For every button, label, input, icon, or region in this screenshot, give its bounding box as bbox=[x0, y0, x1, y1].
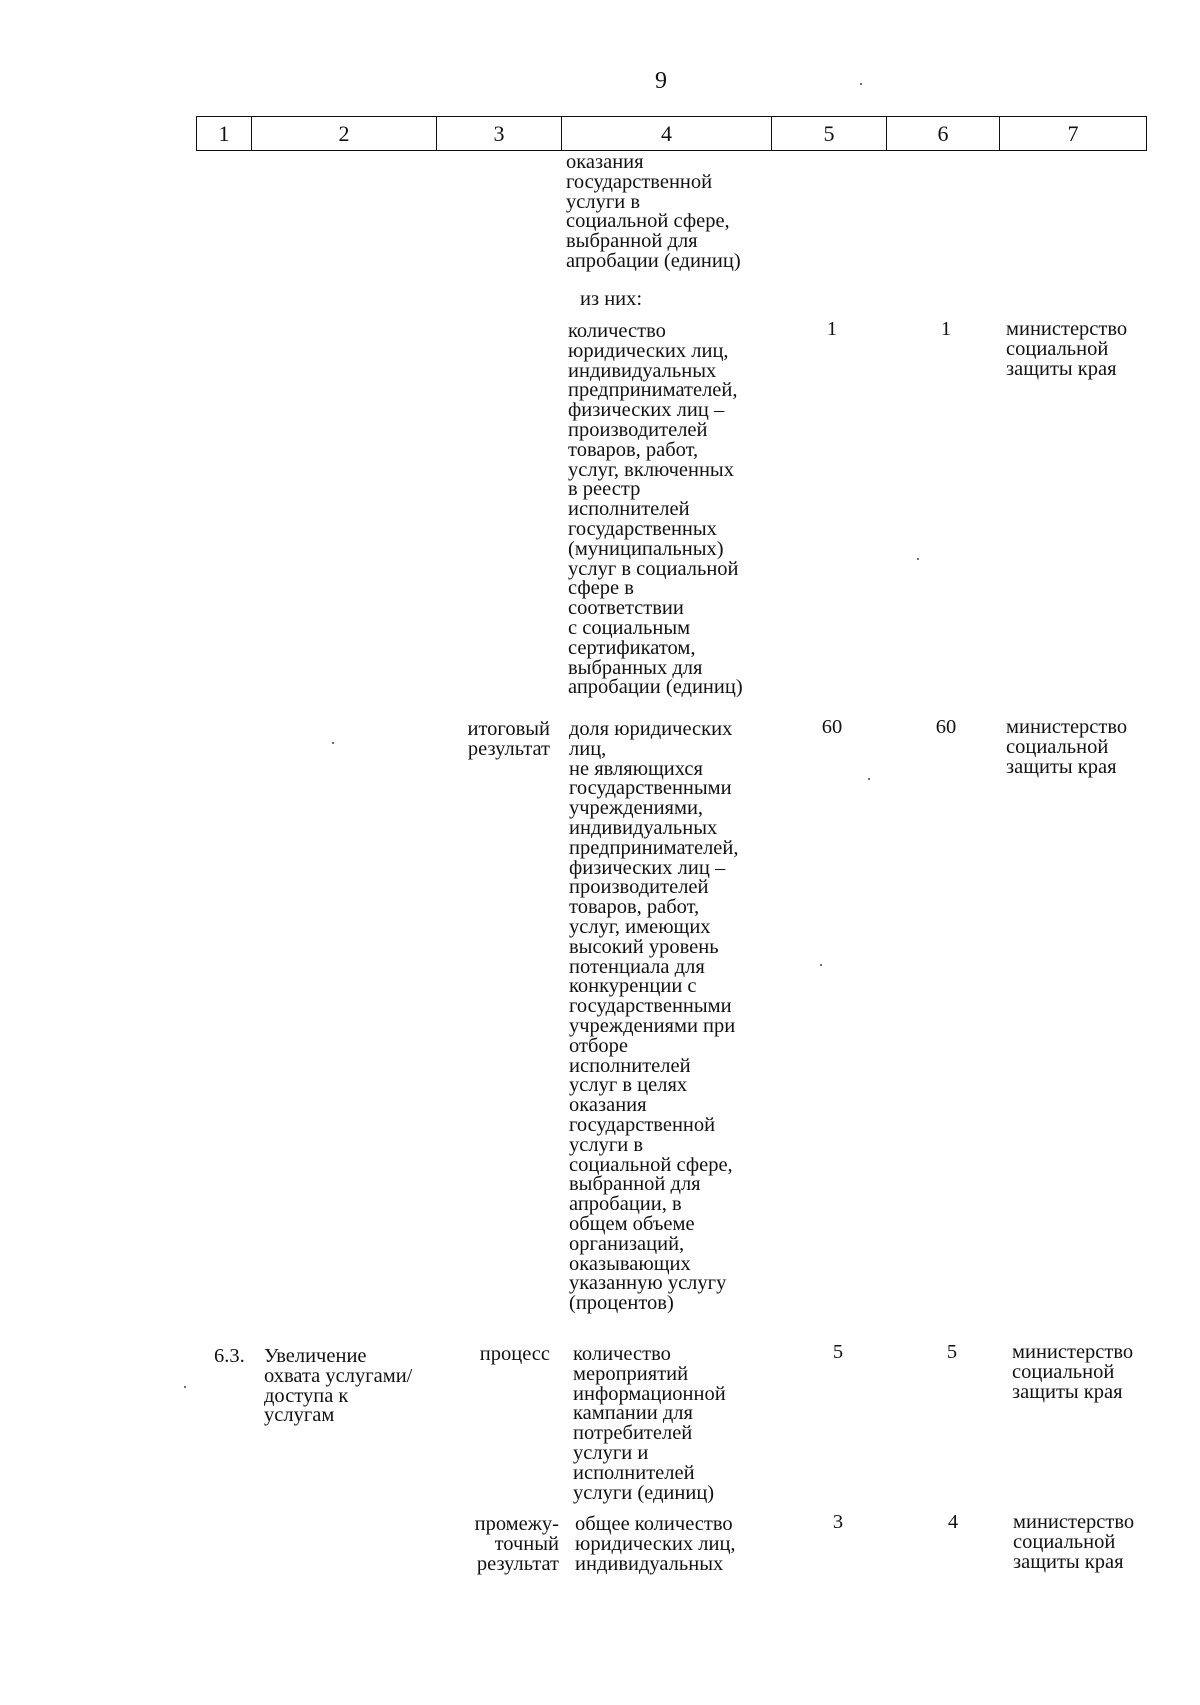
scan-speck bbox=[860, 83, 862, 85]
value-col6: 1 bbox=[940, 318, 952, 340]
column-header: 1 bbox=[197, 117, 252, 151]
row-number: 6.3. bbox=[214, 1345, 245, 1367]
responsible-cell: министерство социальной защиты края bbox=[1006, 716, 1128, 778]
scan-speck bbox=[820, 964, 822, 966]
value-col5: 1 bbox=[826, 318, 838, 340]
scan-speck bbox=[332, 742, 334, 744]
value-col5: 60 bbox=[821, 716, 843, 738]
indicator-cell: оказания государственной услуги в социальной сфере, выбранной для апробации (единиц) bbox=[566, 151, 741, 272]
column-header: 3 bbox=[437, 117, 562, 151]
value-col6: 5 bbox=[946, 1341, 958, 1363]
indicator-cell: доля юридических лиц, не являющихся государственными учреждениями, индивидуальных предпринимателей, физических лиц – производителей товаров, работ, услуг, имеющих высокий уровень потенциала для конкуренции с государственными учреждениями при отборе исполнителей услуг в целях оказания государственной услуги в социальной сфере, выбранной для апробации, в общем объеме организаций, оказывающих указанную услугу (процентов) bbox=[569, 718, 739, 1315]
responsible-cell: министерство социальной защиты края bbox=[1006, 318, 1128, 380]
indicator-cell: из них: bbox=[580, 288, 643, 310]
value-col5: 5 bbox=[832, 1341, 844, 1363]
scan-speck bbox=[917, 558, 919, 560]
stage-cell: итоговый результат bbox=[467, 718, 550, 760]
indicator-cell: общее количество юридических лиц, индивидуальных bbox=[575, 1513, 736, 1575]
value-col5: 3 bbox=[832, 1511, 844, 1533]
indicator-cell: количество юридических лиц, индивидуальных предпринимателей, физических лиц – производителей товаров, работ, услуг, включенных в реестр исполнителей государственных (муниципальных) услуг в социальной сфере в соответствии с социальным сертификатом, выбранных для апробации (единиц) bbox=[568, 320, 743, 699]
value-col6: 4 bbox=[947, 1511, 959, 1533]
value-col6: 60 bbox=[935, 716, 957, 738]
column-header: 4 bbox=[562, 117, 772, 151]
column-number-header bbox=[196, 116, 1147, 151]
column-header: 6 bbox=[887, 117, 1000, 151]
stage-cell: процесс bbox=[479, 1343, 550, 1365]
page-number: 9 bbox=[655, 68, 667, 94]
responsible-cell: министерство социальной защиты края bbox=[1012, 1341, 1134, 1403]
scan-speck bbox=[868, 778, 870, 780]
stage-cell: промежу- точный результат bbox=[474, 1513, 559, 1575]
column-header: 2 bbox=[252, 117, 437, 151]
column-header: 7 bbox=[1000, 117, 1147, 151]
header-row bbox=[197, 117, 1147, 151]
indicator-cell: количество мероприятий информационной кампании для потребителей услуги и исполнителей услуги (единиц) bbox=[573, 1343, 726, 1504]
measure-name-cell: Увеличение охвата услугами/ доступа к услугам bbox=[264, 1345, 413, 1427]
responsible-cell: министерство социальной защиты края bbox=[1013, 1511, 1135, 1573]
scan-speck bbox=[184, 1386, 186, 1388]
column-header: 5 bbox=[772, 117, 887, 151]
